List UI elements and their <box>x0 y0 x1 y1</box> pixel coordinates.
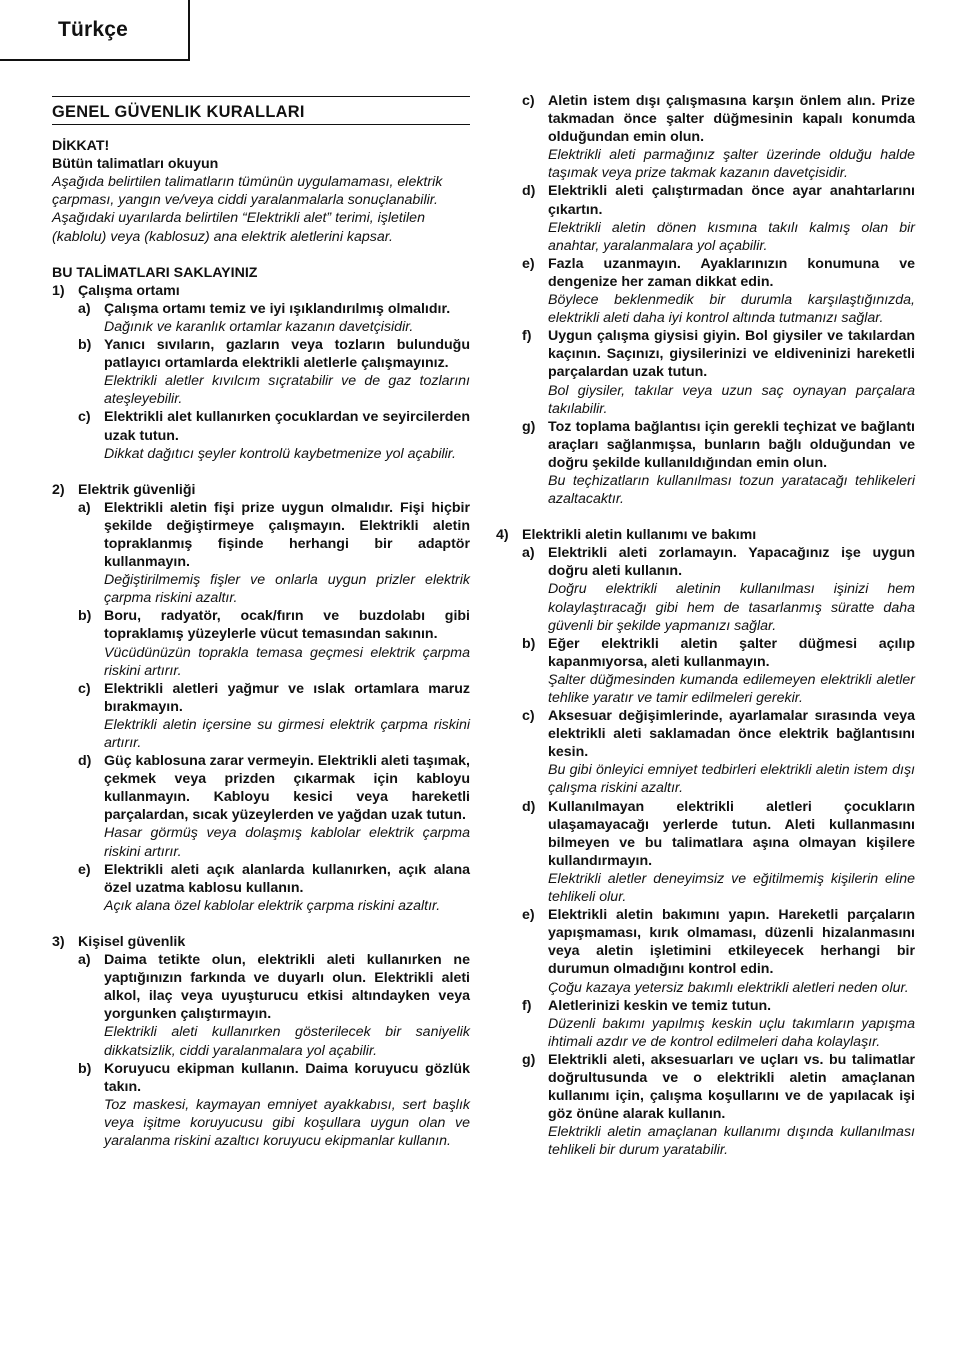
list-item: e) Fazla uzanmayın. Ayaklarınızın konumuna ve dengenize her zaman dikkat edin. Böylece beklenmedik bir durumla karşılaştığınızda, elektrikli aleti daha iyi kontrol altında tutmanızı sağlar. <box>522 255 915 327</box>
list-item: a) Çalışma ortamı temiz ve iyi ışıklandırılmış olmalıdır. Dağınık ve karanlık ortamlar kazanın davetçisidir. <box>78 300 451 335</box>
list-item: c) Aletin istem dışı çalışmasına karşın önlem alın. Prize takmadan önce şalter düğmesinin kapalı konumda olduğundan emin olun. Elektrikli aleti parmağınız şalter üzerinde olduğu halde taşımak veya prize takmak kazanın davetçisidir. <box>522 93 915 182</box>
list-item: a) Elektrikli aletin fişi prize uygun olmalıdır. Fişi hiçbir şekilde değiştirmeye çalışmayın. Elektrikli aletin topraklanmış fişinde herhangi bir adaptör kullanmayın. Değiştirilmemiş fişler ve onlarla uygun prizler elektrik çarpma riskini azaltır. <box>78 499 470 607</box>
intro-text: Aşağıda belirtilen talimatların tümünün uygulamaması, elektrik çarpması, yangın ve/veya ciddi yaralanmalarla sonuçlanabilir. Aşağıdaki uyarılarda belirtilen “Elektrikli alet” terimi, işletilen (kablolu) veya (kablosuz) ana elektrik aletlerini kapsar. <box>52 174 443 245</box>
list-item: a) Elektrikli aleti zorlamayın. Yapacağınız işe uygun doğru aleti kullanın. Doğru elektrikli aletinin kullanılması işinizi hem kolaylaştıracağı gibi hem de tasarlanmış süratte daha güvenli bir şekilde yapmanızı sağlar. <box>522 545 915 634</box>
list-item: g) Toz toplama bağlantısı için gerekli teçhizat ve bağlantı araçları sağlanmışsa, bunların bağlı olduğundan ve doğru şekilde kullanıldığından emin olun. Bu teçhizatların kullanılması tozun yaratacağı tehlikeleri azaltacaktır. <box>522 418 915 508</box>
right-column <box>496 92 915 1159</box>
keep-instructions: BU TALİMATLARI SAKLAYINIZ <box>52 264 258 281</box>
list-item: b) Koruyucu ekipman kullanın. Daima koruyucu gözlük takın. Toz maskesi, kaymayan emniyet ayakkabısı, sert başlık veya işitme koruyucusu gibi koşullara uygun olan ve yaralanma riskini azaltıcı koruyucu ekipmanlar kullanın. <box>78 1060 470 1149</box>
section-title: GENEL GÜVENLIK KURALLARI <box>52 96 470 125</box>
list-item: e) Elektrikli aleti açık alanlarda kullanırken, açık alana özel uzatma kablosu kullanın. Açık alana özel kablolar elektrik çarpma riskini azaltır. <box>78 861 470 914</box>
list-item: b) Yanıcı sıvıların, gazların veya tozların bulunduğu patlayıcı ortamlarda elektrikli aletlerle çalışmayınız. Elektrikli aletler kıvılcım sıçratabilir ve de gaz tozlarını ateşleyebilir. <box>78 337 470 408</box>
section-heading-personal: 3) Kişisel güvenlik <box>52 933 186 950</box>
section-heading-electrical: 2) Elektrik güvenliği <box>52 481 196 498</box>
language-tab <box>0 0 190 61</box>
list-item: c) Aksesuar değişimlerinde, ayarlamalar sırasında veya elektrikli aleti saklamadan önce elektrik bağlantısını kesin. Bu gibi önleyici emniyet tedbirleri elektrikli aletin istem dışı çalışma riskini azaltır. <box>522 708 915 797</box>
list-item: b) Boru, radyatör, ocak/fırın ve buzdolabı gibi topraklamış yüzeylerle vücut temasından sakının. Vücüdünüzün toprakla temasa geçmesi elektrik çarpma riskini artırır. <box>78 608 470 679</box>
section-heading-work-area: 1) Çalışma ortamı <box>52 282 180 299</box>
list-item: d) Elektrikli aleti çalıştırmadan önce ayar anahtarlarını çıkartın. Elektrikli aletin dönen kısmına takılı kalmış olan bir anahtar, yaralanmalara yol açabilir. <box>522 183 915 254</box>
language-label: Türkçe <box>58 18 129 41</box>
list-item: a) Daima tetikte olun, elektrikli aleti kullanırken ne yaptığınızın farkında ve duyarlı olun. Elektrikli aleti alkol, ilaç veya uyuşturucu etkisi altındayken veya yorgunken çalıştırmayın. Elektrikli aleti kullanırken gösterilecek bir saniyelik dikkatsizlik, ciddi yaralanmalara yol açabilir. <box>78 952 470 1059</box>
left-column <box>52 92 470 1150</box>
list-item: b) Eğer elektrikli aletin şalter düğmesi açılıp kapanmıyorsa, aleti kullanmayın. Şalter düğmesinden kumanda edilemeyen elektrikli aletler tehlike yaratır ve tamir edilmeleri gerekir. <box>522 635 915 706</box>
list-item: d) Kullanılmayan elektrikli aletleri çocukların ulaşamayacağı yerlerde tutun. Aleti kullanmasını bilmeyen ve bu talimatlara aşına olmayan kişilere kullandırmayın. Elektrikli aletler deneyimsiz ve eğitilmemiş kişilerin eline tehlikeli olur. <box>522 798 915 906</box>
list-item: f) Aletlerinizi keskin ve temiz tutun. Düzenli bakımı yapılmış keskin uçlu takımların yapışma ihtimali azdır ve de kontrol edilmeleri daha kolaylaşır. <box>522 997 915 1050</box>
list-item: f) Uygun çalışma giysisi giyin. Bol giysiler ve takılardan kaçının. Saçınızı, giysilerinizi ve eldiveninizi hareketli parçalardan uzak tutun. Bol giysiler, takılar veya uzun saç oynayan parçalara takılabilir. <box>522 328 915 417</box>
section-heading-tool-use: 4) Elektrikli aletin kullanımı ve bakımı <box>496 527 757 544</box>
warning-heading: DİKKAT! <box>52 138 110 155</box>
list-item: c) Elektrikli aletleri yağmur ve ıslak ortamlara maruz bırakmayın. Elektrikli aletin içersine su girmesi elektrik çarpma riskini artırır. <box>78 680 470 751</box>
list-item: e) Elektrikli aletin bakımını yapın. Hareketli parçaların yapışmaması, kırık olmaması, düzenli hizalanmasını veya aletin işletimini etkileyecek herhangi bir durumun olmadığını kontrol edin. Çoğu kazaya yetersiz bakımlı elektrikli aletleri neden olur. <box>522 907 915 996</box>
list-item: g) Elektrikli aleti, aksesuarları ve uçları vs. bu talimatlar doğrultusunda ve o elektrikli aletin amaçlanan kullanımı için, çalışma koşullarını ve de yapılacak işi göz önüne alarak kullanın. Elektrikli aletin amaçlanan kullanımı dışında kullanılması tehlikeli bir durum yaratabilir. <box>522 1051 915 1159</box>
read-instructions: Bütün talimatları okuyun <box>52 156 219 173</box>
list-item: d) Güç kablosuna zarar vermeyin. Elektrikli aleti taşımak, çekmek veya prizden çıkarmak için kabloyu kullanmayın. Kabloyu kesici veya hareketli parçalardan, sıcak yüzeylerden ve yağdan uzak tutun. Hasar görmüş veya dolaşmış kablolar elektrik çarpma riskini artırır. <box>78 753 470 860</box>
list-item: c) Elektrikli alet kullanırken çocuklardan ve seyircilerden uzak tutun. Dikkat dağıtıcı şeyler kontrolü kaybetmenize yol açabilir. <box>78 409 470 462</box>
